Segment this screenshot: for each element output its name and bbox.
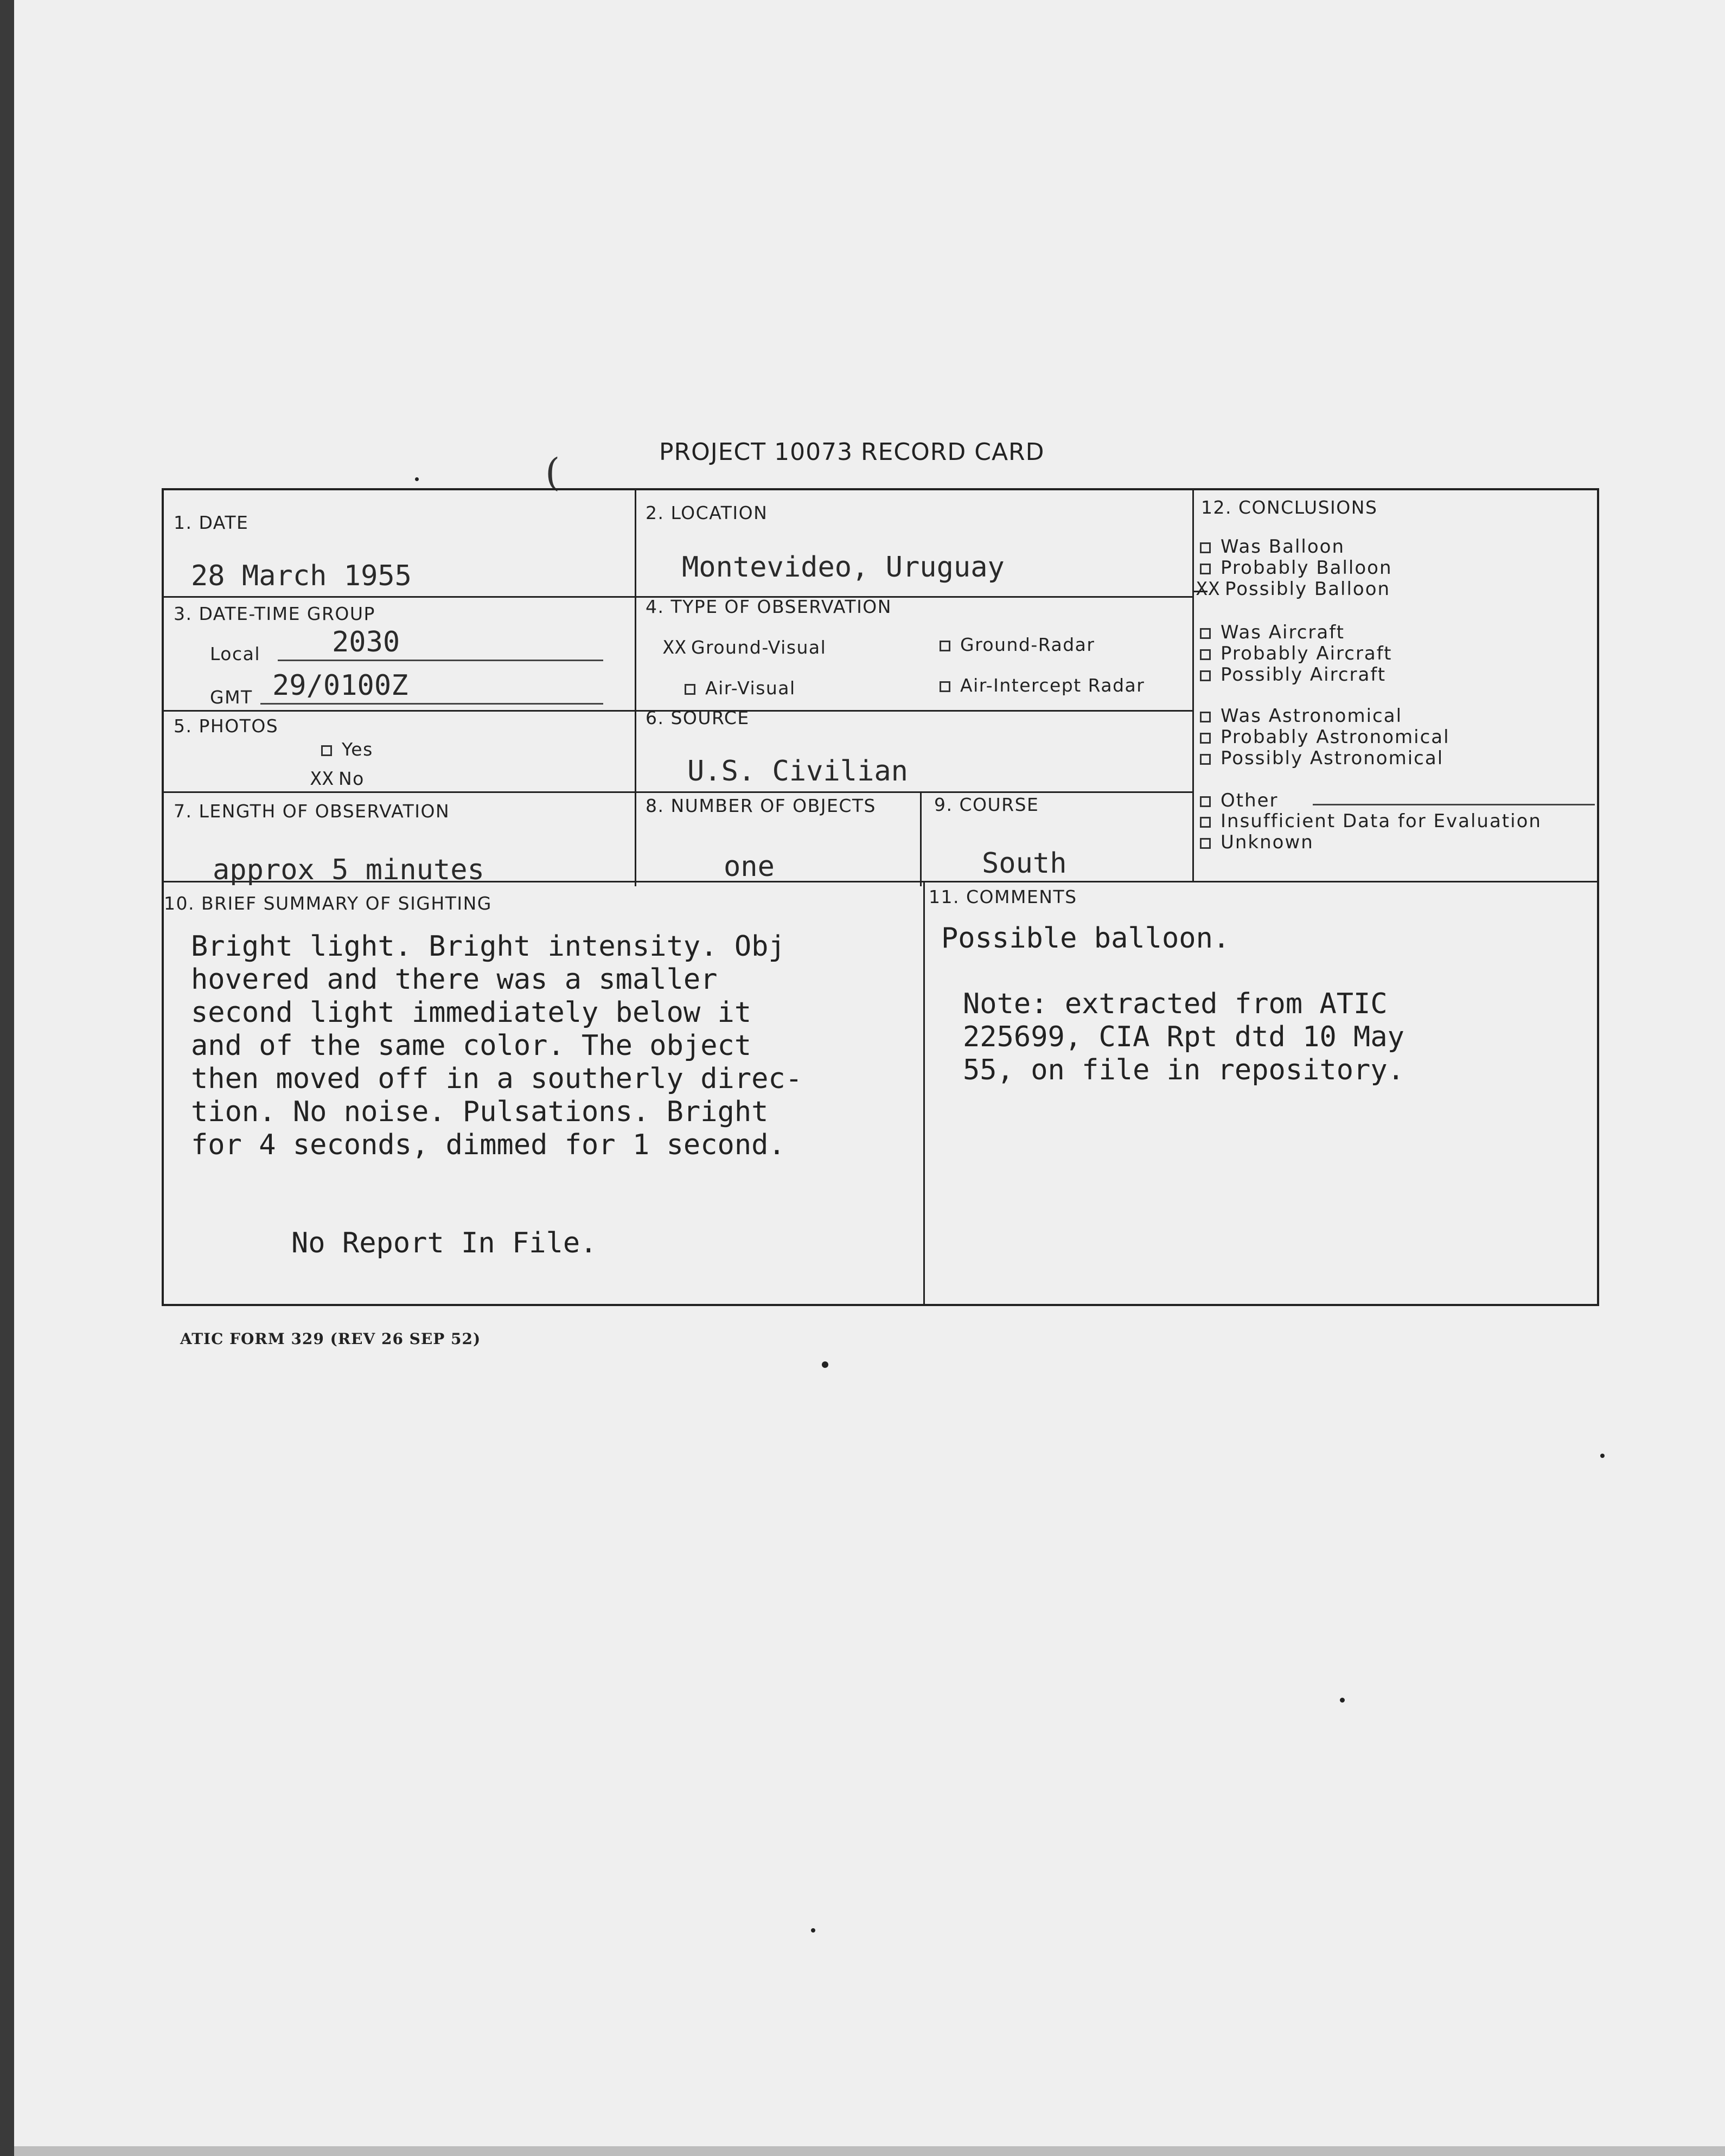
conclusion-label: Was Balloon xyxy=(1221,536,1345,558)
dtg-gmt-label: GMT xyxy=(210,687,253,708)
location-value: Montevideo, Uruguay xyxy=(682,551,1005,584)
divider xyxy=(635,490,636,886)
dtg-local-label: Local xyxy=(210,643,261,664)
obs-ground-radar xyxy=(940,634,1095,655)
observation-type-label: 4. TYPE OF OBSERVATION xyxy=(646,596,892,617)
length-value: approx 5 minutes xyxy=(213,854,484,886)
scan-speck xyxy=(1340,1698,1345,1703)
conclusion-other xyxy=(1200,790,1279,811)
conclusion-label: Was Astronomical xyxy=(1221,705,1403,727)
photos-yes xyxy=(321,739,373,760)
obs-air-visual xyxy=(685,677,796,699)
comments-label: 11. COMMENTS xyxy=(929,886,1077,907)
conclusion-unknown xyxy=(1200,831,1314,853)
summary-line: hovered and there was a smaller xyxy=(191,963,718,996)
course-label: 9. COURSE xyxy=(934,794,1039,815)
dtg-local-value: 2030 xyxy=(332,626,400,658)
photos-no xyxy=(310,768,365,790)
checkbox-icon xyxy=(1200,817,1211,828)
summary-line: Bright light. Bright intensity. Obj xyxy=(191,930,785,963)
scan-speck xyxy=(1600,1454,1605,1458)
date-value: 28 March 1955 xyxy=(191,560,412,592)
summary-label: 10. BRIEF SUMMARY OF SIGHTING xyxy=(164,893,492,914)
checkbox-icon xyxy=(940,641,950,651)
conclusion-label: Probably Astronomical xyxy=(1221,726,1450,748)
divider xyxy=(164,791,1192,793)
conclusion-label: Insufficient Data for Evaluation xyxy=(1221,810,1542,832)
conclusion-label: Other xyxy=(1221,790,1279,811)
scan-speck xyxy=(811,1928,815,1933)
summary-line: second light immediately below it xyxy=(191,996,752,1029)
checkbox-icon xyxy=(1200,733,1211,744)
dtg-local-line xyxy=(278,660,603,661)
photos-label: 5. PHOTOS xyxy=(174,715,279,737)
dtg-gmt-line xyxy=(260,703,603,705)
conclusion-possibly-aircraft xyxy=(1200,664,1386,686)
summary-line: for 4 seconds, dimmed for 1 second. xyxy=(191,1129,785,1161)
checkbox-icon xyxy=(321,745,332,756)
conclusion-was-astronomical xyxy=(1200,705,1402,727)
check-mark: XX xyxy=(663,637,687,658)
divider xyxy=(920,791,922,886)
obs-ground-radar-label: Ground-Radar xyxy=(960,634,1095,655)
comments-line: Possible balloon. xyxy=(941,922,1230,955)
checkbox-icon xyxy=(1200,754,1211,765)
check-mark: XX xyxy=(1196,578,1221,600)
checkbox-icon xyxy=(1200,542,1211,553)
photos-yes-label: Yes xyxy=(342,739,373,760)
comments-note-line: Note: extracted from ATIC xyxy=(963,988,1388,1020)
obs-air-intercept-radar-label: Air-Intercept Radar xyxy=(960,675,1145,696)
divider xyxy=(1192,490,1194,881)
conclusion-possibly-astronomical xyxy=(1200,747,1443,769)
date-label: 1. DATE xyxy=(174,512,249,533)
obs-ground-visual xyxy=(663,637,826,658)
checkbox-icon xyxy=(1200,564,1211,574)
dtg-gmt-value: 29/0100Z xyxy=(272,669,408,702)
conclusion-was-balloon xyxy=(1200,536,1345,558)
obs-air-intercept-radar xyxy=(940,675,1145,696)
conclusion-was-aircraft xyxy=(1200,622,1345,643)
conclusion-probably-aircraft xyxy=(1200,643,1392,664)
location-label: 2. LOCATION xyxy=(646,502,768,523)
summary-line: and of the same color. The object xyxy=(191,1029,752,1062)
summary-note: No Report In File. xyxy=(291,1227,597,1259)
checkbox-icon xyxy=(1200,628,1211,639)
obs-air-visual-label: Air-Visual xyxy=(705,677,796,699)
summary-line: then moved off in a southerly direc- xyxy=(191,1063,803,1095)
checkbox-icon xyxy=(1200,712,1211,722)
conclusion-label: Possibly Aircraft xyxy=(1221,664,1387,686)
scan-speck xyxy=(822,1361,828,1368)
scan-left-edge xyxy=(0,0,14,2156)
source-label: 6. SOURCE xyxy=(646,707,750,728)
conclusion-label: Unknown xyxy=(1221,831,1314,853)
page-title: PROJECT 10073 RECORD CARD xyxy=(659,438,1045,466)
conclusion-insufficient-data xyxy=(1200,810,1542,832)
conclusion-label: Was Aircraft xyxy=(1221,622,1345,643)
checkbox-icon xyxy=(940,681,950,692)
obs-ground-visual-label: Ground-Visual xyxy=(691,637,827,658)
stray-paren-mark: ( xyxy=(545,450,560,495)
checkbox-icon xyxy=(1200,670,1211,681)
checkbox-icon xyxy=(1200,796,1211,807)
conclusion-label: Possibly Balloon xyxy=(1224,578,1391,600)
comments-text xyxy=(941,922,1581,1087)
conclusion-probably-astronomical xyxy=(1200,726,1450,748)
conclusion-label: Probably Balloon xyxy=(1221,557,1392,579)
summary-line: tion. No noise. Pulsations. Bright xyxy=(191,1096,769,1128)
objects-label: 8. NUMBER OF OBJECTS xyxy=(646,795,876,816)
length-label: 7. LENGTH OF OBSERVATION xyxy=(174,801,450,822)
photos-no-label: No xyxy=(338,768,365,789)
checkbox-icon xyxy=(1200,649,1211,660)
scan-speck xyxy=(415,477,419,481)
other-line xyxy=(1313,804,1595,805)
check-mark: XX xyxy=(310,768,334,790)
course-value: South xyxy=(982,847,1067,880)
comments-note-line: 55, on file in repository. xyxy=(963,1054,1404,1086)
comments-note-line: 225699, CIA Rpt dtd 10 May xyxy=(963,1021,1404,1053)
source-value: U.S. Civilian xyxy=(687,755,908,788)
conclusions-label: 12. CONCLUSIONS xyxy=(1201,497,1378,518)
conclusion-possibly-balloon xyxy=(1196,578,1390,600)
summary-text xyxy=(191,930,918,1260)
conclusion-probably-balloon xyxy=(1200,557,1392,579)
divider xyxy=(923,881,925,1306)
dtg-label: 3. DATE-TIME GROUP xyxy=(174,603,375,624)
conclusion-label: Probably Aircraft xyxy=(1221,643,1392,664)
checkbox-icon xyxy=(685,684,695,695)
checkbox-icon xyxy=(1200,838,1211,849)
conclusion-label: Possibly Astronomical xyxy=(1221,747,1444,769)
scan-bottom-edge xyxy=(14,2146,1725,2156)
objects-value: one xyxy=(724,850,775,883)
form-footer: ATIC FORM 329 (REV 26 SEP 52) xyxy=(180,1330,481,1348)
